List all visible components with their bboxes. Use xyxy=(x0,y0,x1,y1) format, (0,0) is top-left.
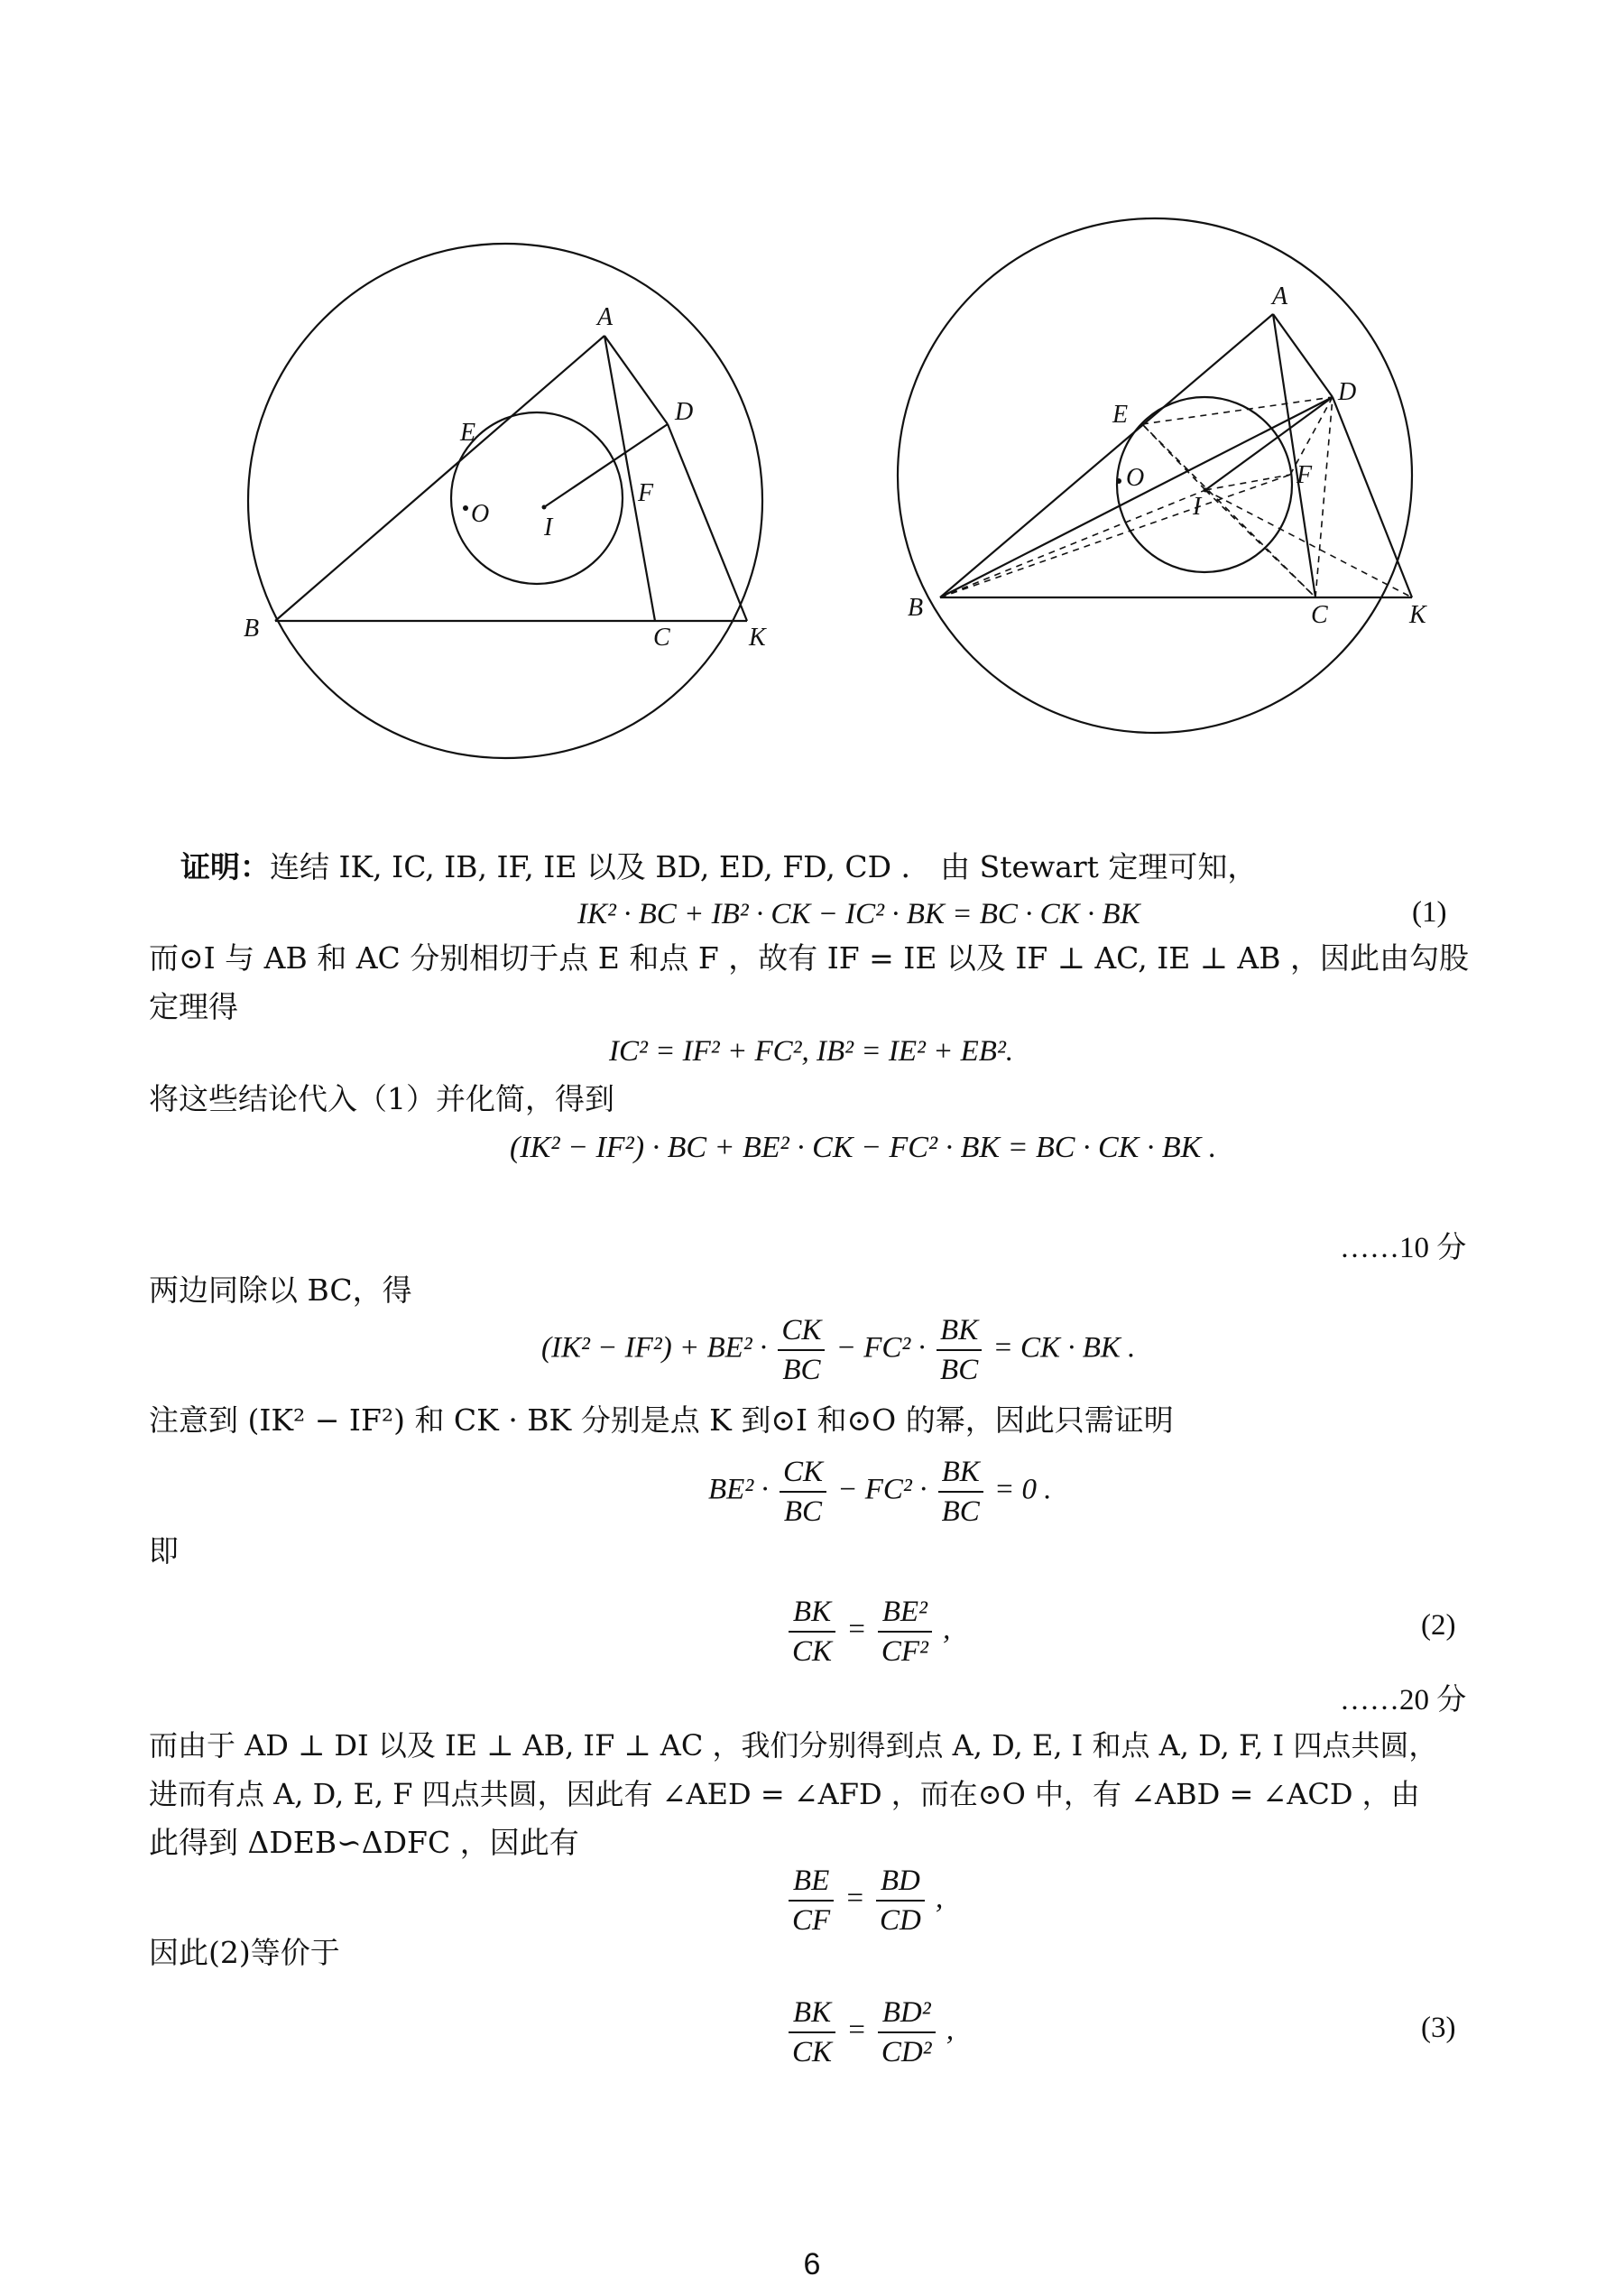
eq-need-mid: − FC² · xyxy=(837,1473,927,1506)
segment-BA-right xyxy=(940,314,1273,597)
eq-need-left: BE² · xyxy=(708,1473,769,1506)
equation-divided xyxy=(541,1311,1135,1389)
label-A-right: A xyxy=(1272,282,1288,310)
eq-sim-frac-1-den: CF xyxy=(792,1904,831,1937)
eq3-frac-2 xyxy=(878,1994,936,2071)
figure-right-labels xyxy=(908,282,1427,629)
proof-line-2b: 定理得 xyxy=(149,989,238,1024)
eq-need-frac-2-num: BK xyxy=(938,1453,983,1493)
eq-need-frac-2-den: BC xyxy=(941,1495,980,1528)
figures-svg xyxy=(0,0,1624,812)
eq-div-frac-1 xyxy=(778,1311,825,1389)
proof-line-1 xyxy=(180,844,1516,891)
proof-line-8: 因此(2)等价于 xyxy=(149,1935,340,1970)
figure-left-geometry xyxy=(248,244,762,758)
eq-need-frac-1-den: BC xyxy=(783,1495,823,1528)
eq-div-frac-2 xyxy=(937,1311,982,1389)
proof-line-7a: 而由于 AD ⊥ DI 以及 IE ⊥ AB, IF ⊥ AC ，我们分别得到点 A, D, E, I 和点 A, D, F, I 四点共圆， xyxy=(149,1728,1438,1763)
label-K-left: K xyxy=(749,624,766,652)
segment-BD-right xyxy=(940,397,1333,597)
equation-3 xyxy=(785,1994,954,2071)
proof-line-2a: 而⊙I 与 AB 和 AC 分别相切于点 E 和点 F ，故有 IF = IE 以及 IF ⊥ AC, IE ⊥ AB ，因此由勾股 xyxy=(149,940,1469,976)
point-O-left xyxy=(463,505,468,511)
circumcircle-O-right xyxy=(898,218,1412,733)
eq-sim-frac-2 xyxy=(876,1862,925,1939)
eq3-frac-2-num: BD² xyxy=(878,1994,936,2033)
eq-div-frac-1-den: BC xyxy=(782,1354,821,1386)
eq-need-frac-1-num: CK xyxy=(780,1453,826,1493)
eq2-equals: = xyxy=(846,1613,867,1646)
label-C-right: C xyxy=(1311,601,1328,629)
eq-sim-frac-2-den: CD xyxy=(879,1904,921,1937)
eq-sim-end: , xyxy=(936,1882,944,1915)
label-O-right: O xyxy=(1126,464,1145,492)
label-K-right: K xyxy=(1409,601,1426,629)
dashed-IC-right xyxy=(1205,490,1315,597)
proof-line-1-text: 连结 IK, IC, IB, IF, IE 以及 BD, ED, FD, CD ． 由 Stewart 定理可知， xyxy=(270,849,1258,884)
proof-line-7b: 进而有点 A, D, E, F 四点共圆，因此有 ∠AED = ∠AFD ，而在⊙O 中，有 ∠ABD = ∠ACD ，由 xyxy=(149,1777,1420,1811)
label-B-left: B xyxy=(244,615,260,643)
eq2-frac-1 xyxy=(789,1593,835,1670)
label-F-right: F xyxy=(1296,461,1313,489)
label-E-left: E xyxy=(460,419,476,447)
eq-div-mid: − FC² · xyxy=(835,1331,926,1365)
eq-sim-frac-1 xyxy=(789,1862,834,1939)
label-D-left: D xyxy=(675,398,694,426)
dashed-BF-right xyxy=(940,475,1290,597)
score-10: ……10 分 xyxy=(1340,1232,1467,1264)
eq2-frac-2-num: BE² xyxy=(878,1593,932,1633)
equation-pythagoras: IC² = IF² + FC², IB² = IE² + EB². xyxy=(609,1035,1014,1068)
equation-2-tag: (2) xyxy=(1421,1609,1456,1642)
dashed-IF-right xyxy=(1205,475,1290,490)
segment-DK-left xyxy=(668,424,747,621)
page-number: 6 xyxy=(803,2247,821,2281)
equation-1-tag: (1) xyxy=(1412,896,1447,929)
eq2-frac-1-num: BK xyxy=(789,1593,835,1633)
equation-similar xyxy=(785,1862,943,1939)
label-O-left: O xyxy=(471,500,490,528)
dashed-CD-right xyxy=(1315,397,1333,597)
segment-AC-right xyxy=(1273,314,1315,597)
eq-div-frac-1-num: CK xyxy=(778,1311,825,1351)
circumcircle-O-left xyxy=(248,244,762,758)
label-B-right: B xyxy=(908,594,924,622)
eq-need-frac-1 xyxy=(780,1453,826,1531)
proof-heading: 证明： xyxy=(180,849,270,884)
label-D-right: D xyxy=(1338,378,1357,406)
label-I-right: I xyxy=(1193,493,1202,521)
eq-div-frac-2-den: BC xyxy=(940,1354,979,1386)
proof-line-6: 即 xyxy=(149,1533,179,1569)
point-O-right xyxy=(1116,478,1121,484)
dashed-IK-right xyxy=(1205,490,1412,597)
point-I-right xyxy=(1204,488,1208,493)
eq-need-right: = 0 . xyxy=(994,1473,1052,1506)
segment-AD-left xyxy=(604,336,668,424)
proof-line-4: 两边同除以 BC，得 xyxy=(149,1272,412,1308)
eq3-frac-1-den: CK xyxy=(792,2036,833,2068)
equation-1: IK² · BC + IB² · CK − IC² · BK = BC · CK · BK xyxy=(577,898,1140,930)
segment-DK-right xyxy=(1333,397,1412,597)
proof-line-3: 将这些结论代入（1）并化简，得到 xyxy=(149,1081,614,1116)
label-I-left: I xyxy=(544,514,553,541)
eq3-frac-1-num: BK xyxy=(789,1994,835,2033)
eq2-frac-1-den: CK xyxy=(792,1635,833,1668)
score-20: ……20 分 xyxy=(1340,1684,1467,1717)
segment-BA-left xyxy=(275,336,604,621)
proof-line-7c: 此得到 ΔDEB∽ΔDFC ，因此有 xyxy=(149,1825,579,1860)
segment-ID-right xyxy=(1205,397,1333,490)
label-A-left: A xyxy=(597,303,614,331)
point-I-left xyxy=(542,505,547,510)
figure-right-geometry xyxy=(898,218,1412,733)
eq3-end: , xyxy=(946,2013,955,2047)
eq2-frac-2-den: CF² xyxy=(881,1635,928,1668)
eq-div-frac-2-num: BK xyxy=(937,1311,982,1351)
eq-div-right: = CK · BK . xyxy=(992,1331,1136,1365)
eq-sim-equals: = xyxy=(844,1882,865,1915)
segment-AC-left xyxy=(604,336,655,621)
eq3-frac-1 xyxy=(789,1994,835,2071)
label-F-left: F xyxy=(638,479,654,507)
segment-AD-right xyxy=(1273,314,1333,397)
eq2-frac-2 xyxy=(878,1593,932,1670)
dashed-BI-right xyxy=(940,490,1205,597)
label-C-left: C xyxy=(653,624,670,652)
eq2-end: , xyxy=(943,1613,951,1646)
equation-substituted: (IK² − IF²) · BC + BE² · CK − FC² · BK = BC · CK · BK . xyxy=(510,1131,1217,1164)
eq-sim-frac-2-num: BD xyxy=(876,1862,925,1902)
eq-sim-frac-1-num: BE xyxy=(789,1862,834,1902)
equation-3-tag: (3) xyxy=(1421,2012,1456,2044)
eq3-frac-2-den: CD² xyxy=(881,2036,932,2068)
equation-2 xyxy=(785,1593,950,1670)
incircle-I-left xyxy=(451,412,623,584)
eq3-equals: = xyxy=(846,2013,867,2047)
label-E-right: E xyxy=(1112,401,1129,429)
proof-line-5: 注意到 (IK² − IF²) 和 CK · BK 分别是点 K 到⊙I 和⊙O 的幂，因此只需证明 xyxy=(149,1402,1174,1438)
eq-div-left: (IK² − IF²) + BE² · xyxy=(541,1331,768,1365)
equation-need xyxy=(708,1453,1052,1531)
eq-need-frac-2 xyxy=(938,1453,983,1531)
